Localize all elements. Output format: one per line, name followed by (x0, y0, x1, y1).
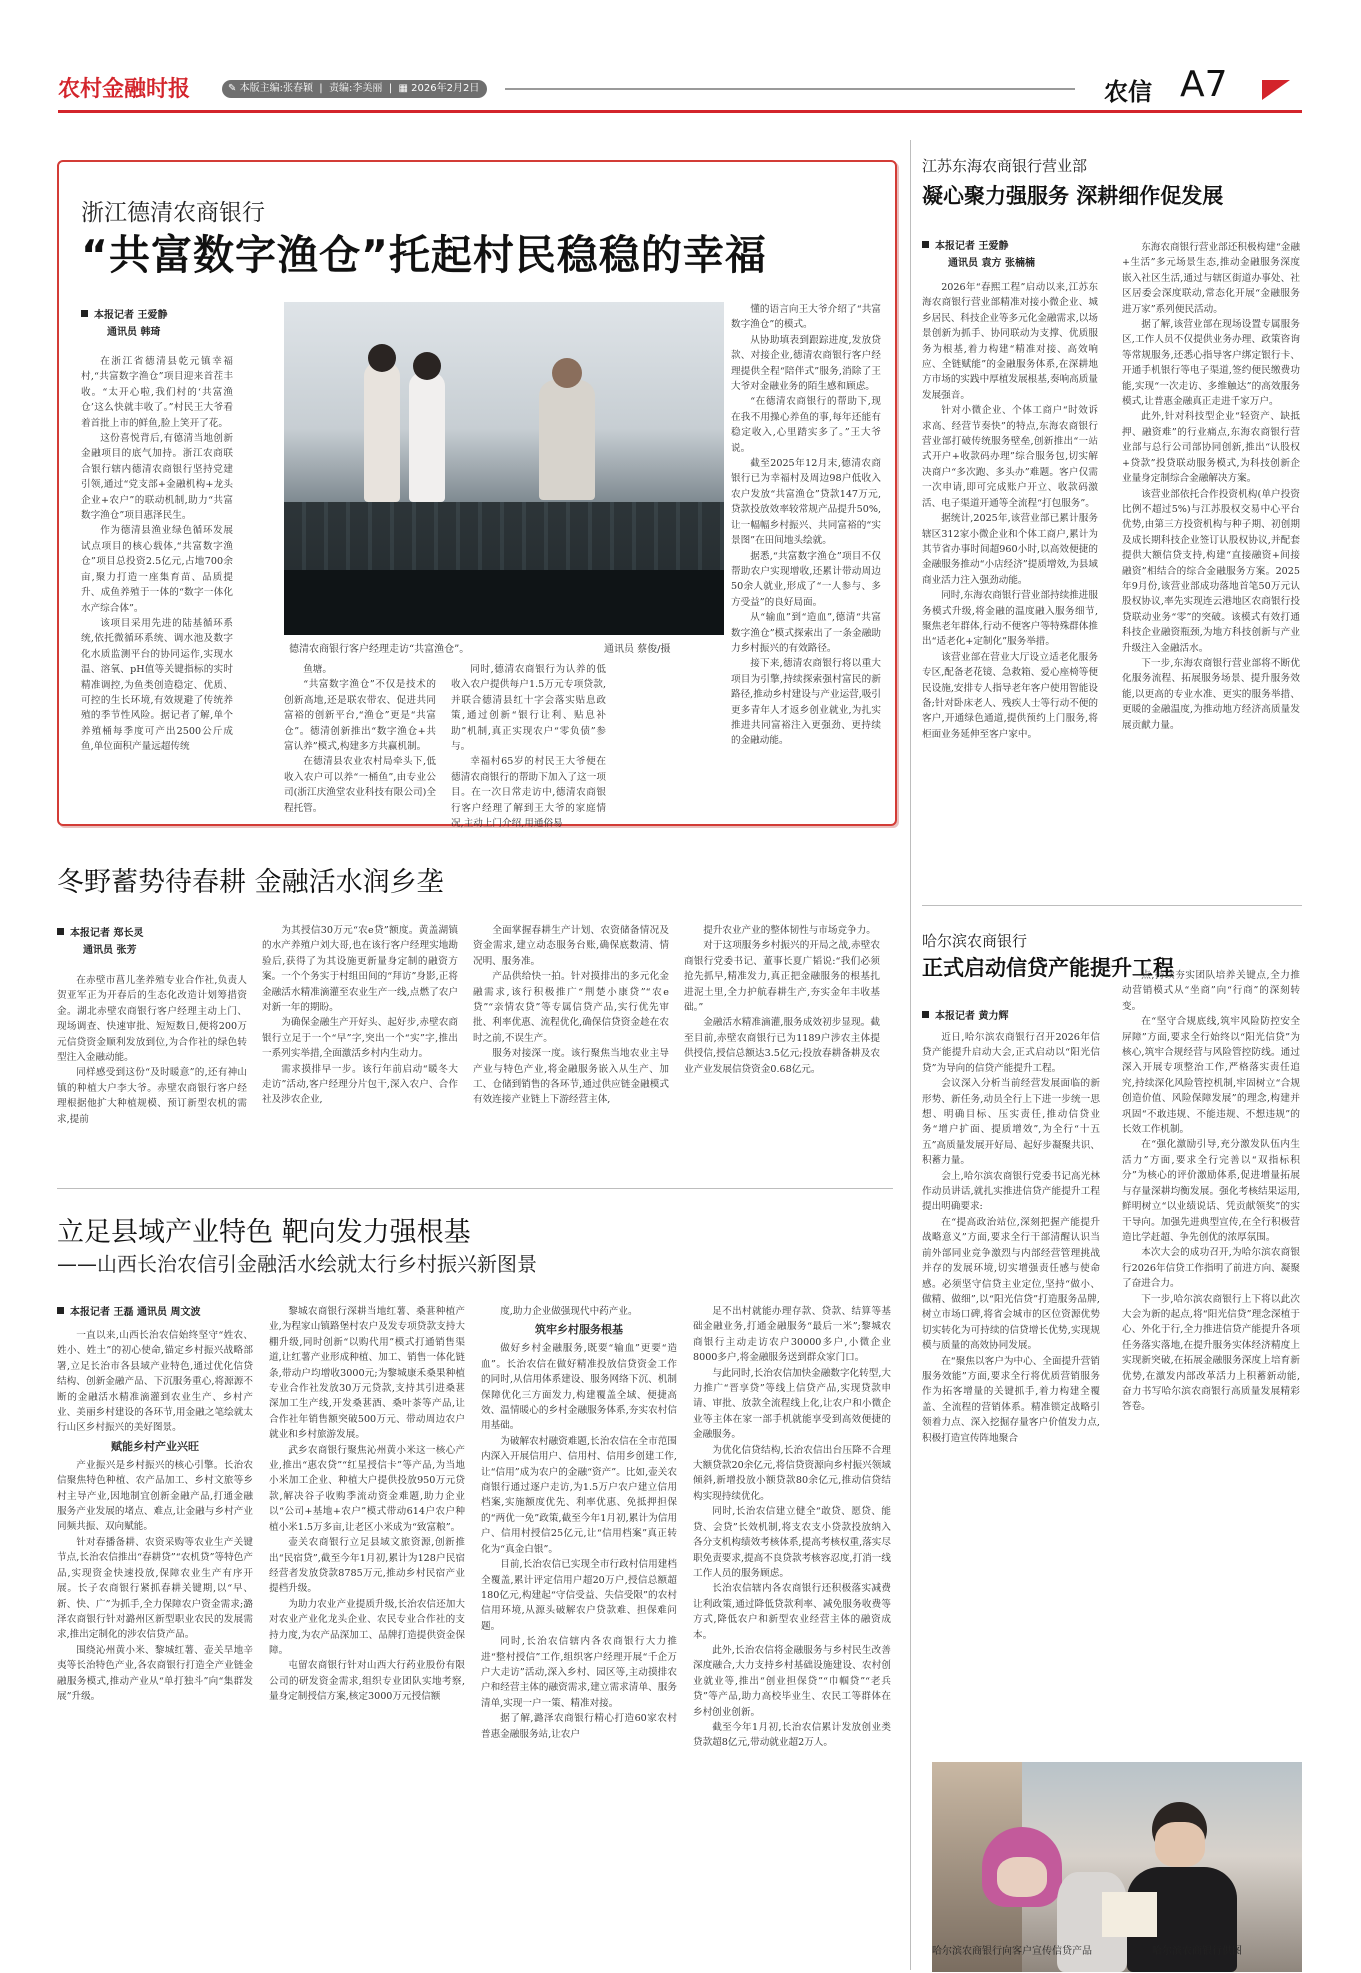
text-column: 懂的语言向王大爷介绍了“共富数字渔仓”的模式。 从协助填表到跟踪进度,发放贷款、对接企业,德清农商银行客户经理提供全程“陪伴式”服务,消除了王大爷对金融业务的陌生感和顾虑。 “在德清农商银行的帮助下,现在我不用操心养鱼的事,每年还能有稳定收入,心里踏实多了。”王大爷说。 截至2025年12月末,德清农商银行已为幸福村及周边98户低收入农户发放“共富渔仓”贷款147万元,贷款投放效率较常规产品提升50%,让一幅幅乡村振兴、共同富裕的“实景图”在田间地头绘就。 据悉,“共富数字渔仓”项目不仅帮助农户实现增收,还累计带动周边50余人就业,形成了“一人参与、多方受益”的良好局面。 从“输血”到“造血”,德清“共富数字渔仓”模式探索出了一条金融助力乡村振兴的有效路径。 接下来,德清农商银行将以重大项目为引擎,持续探索强村富民的新路径,推动乡村建设与产业运营,吸引更多青年人才返乡创业就业,为扎实推进共同富裕注入更强劲、更持续的金融动能。 (731, 304, 882, 747)
subheading: 筑牢乡村服务根基 (535, 1323, 623, 1337)
text-column: 同时,德清农商银行为认养的低收入农户提供每户1.5万元专项贷款,并联合德清县红十字会落实贴息政策,通过创新“银行让利、贴息补助”机制,真正实现农户“零负债”参与。 幸福村65岁的村民王大爷便在德清农商银行的帮助下加入了这一项目。在一次日常走访中,德清农商银行客户经理了解到王大爷的家庭情况,主动上门介绍,用通俗易 (451, 664, 606, 830)
page-corner-flag (1262, 80, 1290, 100)
text-column: 在浙江省德清县乾元镇幸福村,“共富数字渔仓”项目迎来首茬丰收。“太开心啦,我们村的‘共富渔仓’这么快就丰收了。”村民王大爷看着首批上市的鲜鱼,脸上笑开了花。 这份喜悦背后,有德清当地创新金融项目的底气加持。浙江农商联合银行辖内德清农商银行坚持党建引领,通过“党支部+金融机构+龙头企业+农户”的联动机制,助力“共富数字渔仓”项目惠泽民生。 作为德清县渔业绿色循环发展试点项目的核心载体,“共富数字渔仓”项目总投资2.5亿元,占地700余亩,聚力打造一座集育苗、品质提升、成鱼养殖于一体的“数字一体化水产综合体”。 该项目采用先进的陆基循环系统,依托微循环系统、调水池及数字化水质监测平台的协同运作,实现水温、溶氧、pH值等关键指标的实时精准调控,为鱼类创造稳定、优质、可控的生长环境,有效规避了传统养殖的季节性风险。据记者了解,单个养殖桶每季度可产出2500公斤成鱼,单位面积产量远超传统 (81, 356, 233, 753)
article-donghai (922, 150, 1302, 850)
section-divider (922, 905, 1302, 906)
text-column: 黎城农商银行深耕当地红薯、桑葚种植产业,为程家山镇路堡村农户及发专项贷款支持大棚升级,同时创新“以购代用”模式打通销售渠道,让红薯产业形成种植、加工、销售一体化链条,带动户均增收3000元;为黎城康禾桑果种植专业合作社发放30万元贷款,支持其引进桑葚深加工生产线,开发桑葚酒、桑叶茶等产品,让合作社年销售额突破500万元、带动周边农户就业和乡村旅游发展。 武乡农商银行聚焦沁州黄小米这一核心产业,推出“惠农贷”“红星授信卡”等产品,为当地小米加工企业、种植大户提供投放950万元贷款,解决谷子收购季流动资金难题,助力企业以“公司+基地+农户”模式带动614户农户种植小米1.5万多亩,让老区小米成为“致富粮”。 壶关农商银行立足县域文旅资源,创新推出“民宿贷”,截至今年1月初,累计为128户民宿经营者发放贷款8785万元,推动乡村民宿产业提档升级。 为助力农业产业提质升级,长治农信还加大对农业产业化龙头企业、农民专业合作社的支持力度,为农产品深加工、品牌打造提供资金保障。 屯留农商银行针对山西大行药业股份有限公司的研发资金需求,组织专业团队实地考察,量身定制授信方案,核定3000万元授信额 (269, 1306, 465, 1703)
photo-credit: 哈尔滨农商银行供图 (1152, 1946, 1242, 1957)
photo-credit: 通讯员 蔡俊/摄 (604, 644, 671, 655)
text-column: 东海农商银行营业部还积极构建“金融+生活”多元场景生态,推动金融服务深度嵌入社区生活,通过与辖区街道办事处、社区居委会深度联动,常态化开展“金融服务进万家”系列便民活动。 据了解,该营业部在现场设置专属服务区,工作人员不仅提供业务办理、政策咨询等常规服务,还悉心指导客户绑定银行卡、开通手机银行等电子渠道,签约便民缴费功能,实现“一次走访、多维触达”的高效服务模式,让普惠金融真正走进千家万户。 此外,针对科技型企业“轻资产、缺抵押、融资难”的行业痛点,东海农商银行营业部与总行公司部协同创新,推出“认股权+贷款”投贷联动服务模式,为科技创新企业量身定制综合金融解决方案。 该营业部依托合作投资机构(单户投资比例不超过5%)与江苏股权交易中心平台优势,由第三方投资机构与种子期、初创期及成长期科技企业签订认股权协议,并配套提供大额信贷支持,构建“直接融资+间接融资”相结合的综合金融服务方案。2025年9月份,该营业部成功落地首笔50万元认股权协议,率先实现连云港地区农商银行投贷联动业务“零”的突破。该模式有效打通科技企业融资瓶颈,为地方科技创新与产业升级注入金融活水。 下一步,东海农商银行营业部将不断优化服务流程、拓展服务场景、提升服务效能,以更高的专业水准、更实的服务举措、更暖的金融温度,为推动地方经济高质量发展贡献力量。 (1122, 242, 1300, 731)
text-column: 足不出村就能办理存款、贷款、结算等基础金融业务,打通金融服务“最后一米”;黎城农商银行主动走访农户30000多户,小微企业8000多户,将金融服务送到群众家门口。 与此同时,长治农信加快金融数字化转型,大力推广“晋享贷”等线上信贷产品,实现贷款申请、审批、放款全流程线上化,让农户和小微企业等主体在家一部手机就能享受到高效便捷的金融服务。 为优化信贷结构,长治农信出台压降不合理大额贷款20余亿元,将信贷资源向乡村振兴领域倾斜,新增投放小额贷款80余亿元,推动信贷结构实现持续优化。 同时,长治农信建立健全“敢贷、愿贷、能贷、会贷”长效机制,将支农支小贷款投放纳入各分支机构绩效考核体系,提高考核权重,落实尽职免责要求,提高不良贷款考核容忍度,打消一线工作人员的服务顾虑。 长治农信辖内各农商银行还积极落实减费让利政策,通过降低贷款利率、减免服务收费等方式,降低农户和新型农业经营主体的融资成本。 此外,长治农信将金融服务与乡村民生改善深度融合,大力支持乡村基础设施建设、农村创业就业等,推出“创业担保贷”“巾帼贷”“老兵贷”等产品,助力高校毕业生、农民工等群体在乡村创业创新。 截至今年1月初,长治农信累计发放创业类贷款超8亿元,带动就业超2万人。 (693, 1306, 891, 1749)
article-changzhi (57, 1210, 893, 1970)
article-headline: 凝心聚力强服务 深耕细作促发展 (922, 184, 1224, 208)
photo-caption: 德清农商银行客户经理走访“共富渔仓”。 (289, 644, 470, 655)
text-column: 点,持续夯实团队培养关键点,全力推动营销模式从“坐商”向“行商”的深刻转变。 在“坚守合规底线,筑牢风险防控安全屏障”方面,要求全行始终以“阳光信贷”为核心,筑牢合规经营与风险管控防线。通过深入开展专项整治工作,严格落实责任追究,持续深化风险管控机制,牢固树立“合规创造价值、风险保障发展”的理念,构建并巩固“不敢违规、不能违规、不想违规”的长效工作机制。 在“强化激励引导,充分激发队伍内生活力”方面,要求全行完善以“双指标积分”为核心的评价激励体系,促进增量拓展与存量深耕均衡发展。强化考核结果运用,鲜明树立“以业绩说话、凭贡献领奖”的实干导向。加强先进典型宣传,在全行积极营造比学赶超、争先创优的浓厚氛围。 本次大会的成功召开,为哈尔滨农商银行2026年信贷工作指明了前进方向、凝聚了奋进合力。 下一步,哈尔滨农商银行上下将以此次大会为新的起点,将“阳光信贷”理念深植于心、外化于行,全力推进信贷产能提升各项任务落实落地,在提升服务实体经济精度上实现新突破,在拓展金融服务深度上培育新优势,在激发内部改革活力上积蓄新动能,奋力书写哈尔滨农商银行高质量发展精彩答卷。 (1122, 970, 1300, 1413)
fish-farm-photo (284, 302, 724, 635)
byline (922, 1008, 1008, 1025)
article-harbin (922, 930, 1302, 1970)
text-column: 为其授信30万元“农e贷”额度。黄盖湖镇的水产养殖户刘大哥,也在该行客户经理实地勘验后,获得了为其设施更新量身定制的融资方案。一个个务实于村组田间的“拜访”身影,正将金融活水精准滴灌至农业生产一线,点燃了农户对新一年的期盼。 为确保金融生产开好头、起好步,赤壁农商银行立足于一个“早”字,突出一个“实”字,推出一系列实举措,全面激活乡村内生动力。 需求摸排早一步。该行年前启动“暖冬大走访”活动,客户经理分片包干,深入农户、合作社及涉农企业, (262, 925, 458, 1106)
correspondent-name: 通讯员 韩琦 (107, 327, 161, 338)
photo-caption: 哈尔滨农商银行向客户宣传信贷产品 (932, 1946, 1092, 1957)
byline (57, 925, 143, 959)
reporter-name: 本报记者 郑长灵 (70, 928, 144, 939)
issue-date: 2026年2月2日 (411, 83, 480, 94)
article-subtitle: ——山西长治农信引金融活水绘就太行乡村振兴新图景 (57, 1252, 537, 1276)
reporter-name: 本报记者 王磊 通讯员 周文波 (70, 1307, 201, 1318)
article-kicker: 哈尔滨农商银行 (922, 932, 1028, 950)
article-headline: 冬野蓄势待春耕 金融活水润乡垄 (57, 867, 444, 898)
section-name: 农信 (1104, 78, 1152, 106)
editor-label: 本版主编:张春颖 (239, 83, 313, 94)
header-rule (505, 88, 1075, 90)
byline (57, 1304, 200, 1321)
article-kicker: 浙江德清农商银行 (81, 200, 265, 226)
calendar-icon: ▦ (398, 83, 408, 94)
paper-name: 农村金融时报 (58, 77, 191, 102)
subheading: 赋能乡村产业兴旺 (111, 1439, 199, 1453)
text-column: 鱼塘。 “共富数字渔仓”不仅是技术的创新高地,还是联农带农、促进共同富裕的创新平台,“渔仓”更是“共富仓”。德清创新推出“数字渔仓+共富认养”模式,构建多方共赢机制。 在德清县农业农村局牵头下,低收入农户可以养“一桶鱼”,由专业公司(浙江庆渔堂农业科技有限公司)全程托管。 (284, 664, 436, 814)
reporter-name: 本报记者 王爱静 (935, 241, 1009, 252)
masthead (0, 0, 1361, 112)
text-column: 在赤壁市菖儿垄养殖专业合作社,负责人贺亚军正为开春后的生态化改造计划筹措资金。湖北赤壁农商银行客户经理主动上门、现场调查、快速审批、短短数日,便将200万元信贷资金顺利发放到位,为合作社的绿色转型注入金融动能。 同样感受到这份“及时暖意”的,还有神山镇的种植大户李大爷。赤壁农商银行客户经理根据他扩大种植规模、预订新型农机的需求,提前 (57, 975, 247, 1125)
article-headline: 立足县域产业特色 靶向发力强根基 (57, 1217, 471, 1248)
text-column: 一直以来,山西长治农信始终坚守“姓农、姓小、姓土”的初心使命,锚定乡村振兴战略部署,立足长治市各县域产业特色,通过优化信贷结构、创新金融产品、下沉服务重心,将源源不断的金融活水精准滴灌到农业生产、乡村产业、美丽乡村建设的各环节,用金融之笔绘就太行山区乡村振兴的美好图景。 赋能乡村产业兴旺 产业振兴是乡村振兴的核心引擎。长治农信聚焦特色种植、农产品加工、乡村文旅等乡村主导产业,因地制宜创新金融产品,打通金融服务产业发展的堵点、难点,让金融与乡村产业同频共振、双向赋能。 针对春播备耕、农资采购等农业生产关键节点,长治农信推出“春耕贷”“农机贷”等特色产品,实现资金快速投放,保障农业生产有序开展。长子农商银行紧抓春耕关键期,以“早、新、快、广”为抓手,全力保障农户资金需求;潞泽农商银行针对潞州区新型职业农民的发展需求,推出定制化的涉农信贷产品。 围绕沁州黄小米、黎城红薯、壶关旱地辛夷等长治特色产业,各农商银行打造全产业链金融服务模式,推动产业从“单打独斗”向“集群发展”升级。 (57, 1330, 253, 1702)
edit-icon: ✎ (228, 83, 237, 94)
correspondent-name: 通讯员 袁方 张楠楠 (948, 258, 1035, 269)
text-column: 近日,哈尔滨农商银行召开2026年信贷产能提升启动大会,正式启动以“阳光信贷”为导向的信贷产能提升工程。 会议深入分析当前经营发展面临的新形势、新任务,动员全行上下进一步统一思想、明确目标、压实责任,推动信贷业务“增户扩面、提质增效”,为全行“十五五”高质量发展开好局、起好步凝聚共识、积蓄力量。 会上,哈尔滨农商银行党委书记高光林作动员讲话,就扎实推进信贷产能提升工程提出明确要求: 在“提高政治站位,深刻把握产能提升战略意义”方面,要求全行干部清醒认识当前外部同业竞争激烈与内部经营管理挑战并存的发展环境,切实增强责任感与使命感。必须坚守信贷主业定位,坚持“做小、做精、做细”,以“阳光信贷”打造服务品牌,树立市场口碑,将省会城市的区位资源优势切实转化为可持续的信贷增长优势,实现规模与质量的高效协同发展。 在“聚焦以客户为中心、全面提升营销服务效能”方面,要求全行将优质营销服务作为拓客增量的关键抓手,着力构建全覆盖、全流程的营销体系。精准锁定战略引领着力点、深入挖掘存量客户价值发力点,积极打造宣传阵地聚合 (922, 1032, 1100, 1444)
text-column: 全面掌握春耕生产计划、农资储备情况及资金需求,建立动态服务台账,确保底数清、情况明、服务准。 产品供给快一拍。针对摸排出的多元化金融需求,该行积极推广“荆楚小康贷”“农e贷”“亲情农贷”等专属信贷产品,实行优先审批、利率优惠、流程优化,确保信贷资金趁在农时之前,不误生产。 服务对接深一度。该行聚焦当地农业主导产业与特色产业,将金融服务嵌入从生产、加工、仓储到销售的各环节,通过供应链金融模式有效连接产业链上下游经营主体, (473, 925, 669, 1106)
reporter-name: 本报记者 黄力辉 (935, 1011, 1009, 1022)
text-column: 提升农业产业的整体韧性与市场竞争力。 对于这项服务乡村振兴的开局之战,赤壁农商银行党委书记、董事长夏广韬说:“我们必须抢先抓早,精准发力,真正把金融服务的根基扎进泥土里,全力护航春耕生产,夯实金年丰收基础。” 金融活水精准滴灌,服务成效初步显现。截至目前,赤壁农商银行已为1189户涉农主体提供授信,授信总额达3.5亿元;投放春耕备耕及农业产业发展信贷资金0.68亿元。 (684, 925, 880, 1075)
article-deqing (57, 160, 897, 830)
article-kicker: 江苏东海农商银行营业部 (922, 157, 1088, 175)
page-number: A7 (1180, 64, 1228, 105)
promotion-photo (932, 1762, 1302, 1972)
section-divider (57, 1188, 893, 1189)
reporter-name: 本报记者 王爱静 (94, 310, 168, 321)
correspondent-name: 通讯员 张芳 (83, 945, 137, 956)
proofreader-label: 责编:李美丽 (329, 83, 383, 94)
text-column: 2026年“春熙工程”启动以来,江苏东海农商银行营业部精准对接小微企业、城乡居民、科技企业等多元化金融需求,以场景创新为抓手、协同联动为支撑、优质服务为根基,着力构建“精准对接、高效响应、全链赋能”的金融服务体系,在深耕地方市场的实践中厚植发展根基,奏响高质量发展强音。 针对小微企业、个体工商户“时效诉求高、经营节奏快”的特点,东海农商银行营业部打破传统服务壁垒,创新推出“一站式开户+收款码办理”综合服务包,切实解决商户“多次跑、多头办”难题。客户仅需一次申请,即可完成账户开立、收款码激活、电子渠道开通等全流程“打包服务”。 据统计,2025年,该营业部已累计服务辖区312家小微企业和个体工商户,累计为其节省办事时间超960小时,以高效便捷的金融服务推动“小店经济”提质增效,为县域商业活力注入强劲动能。 同时,东海农商银行营业部持续推进服务模式升级,将金融的温度融入服务细节,聚焦老年群体,行动不便客户等特殊群体推出“适老化+定制化”服务举措。 该营业部在营业大厅设立适老化服务专区,配备老花镜、急救箱、爱心座椅等便民设施,安排专人指导老年客户使用智能设备;针对卧床老人、残疾人士等行动不便的客户,开通绿色通道,提供预约上门服务,将柜面业务延伸至客户家中。 (922, 282, 1098, 740)
top-rule (58, 110, 1302, 113)
text-column: 度,助力企业做强现代中药产业。 筑牢乡村服务根基 做好乡村金融服务,既要“输血”更要“造血”。长治农信在做好精准投放信贷资金工作的同时,从信用体系建设、服务网络下沉、机制保障优化三方面发力,构建覆盖全域、便捷高效、温情暖心的乡村金融服务体系,夯实农村信用基础。 为破解农村融资难题,长治农信在全市范围内深入开展信用户、信用村、信用乡创建工作,让“信用”成为农户的金融“资产”。比如,壶关农商银行通过逐户走访,为1.5万户农户建立信用档案,实施额度优先、利率优惠、免抵押担保的“两优一免”政策,截至今年1月初,累计为信用户、信用村授信25亿元,让“信用档案”真正转化为“真金白银”。 目前,长治农信已实现全市行政村信用建档全覆盖,累计评定信用户超20万户,授信总额超180亿元,构建起“守信受益、失信受限”的农村信用环境,从源头破解农户贷款难、担保难问题。 同时,长治农信辖内各农商银行大力推进“整村授信”工作,组织客户经理开展“千企万户大走访”活动,深入乡村、园区等,主动摸排农户和经营主体的融资需求,建立需求清单、服务清单,实现一户一策、精准对接。 据了解,潞泽农商银行精心打造60家农村普惠金融服务站,让农户 (481, 1306, 677, 1740)
header-meta: ✎ 本版主编:张春颖 | 责编:李美丽 | ▦ 2026年2月2日 (222, 80, 487, 98)
byline (922, 238, 1035, 272)
byline (81, 307, 167, 341)
article-headline: “共富数字渔仓”托起村民稳稳的幸福 (81, 231, 767, 279)
column-divider (910, 140, 911, 1970)
article-chibi (57, 855, 893, 1185)
article-headline: 正式启动信贷产能提升工程 (922, 956, 1174, 980)
